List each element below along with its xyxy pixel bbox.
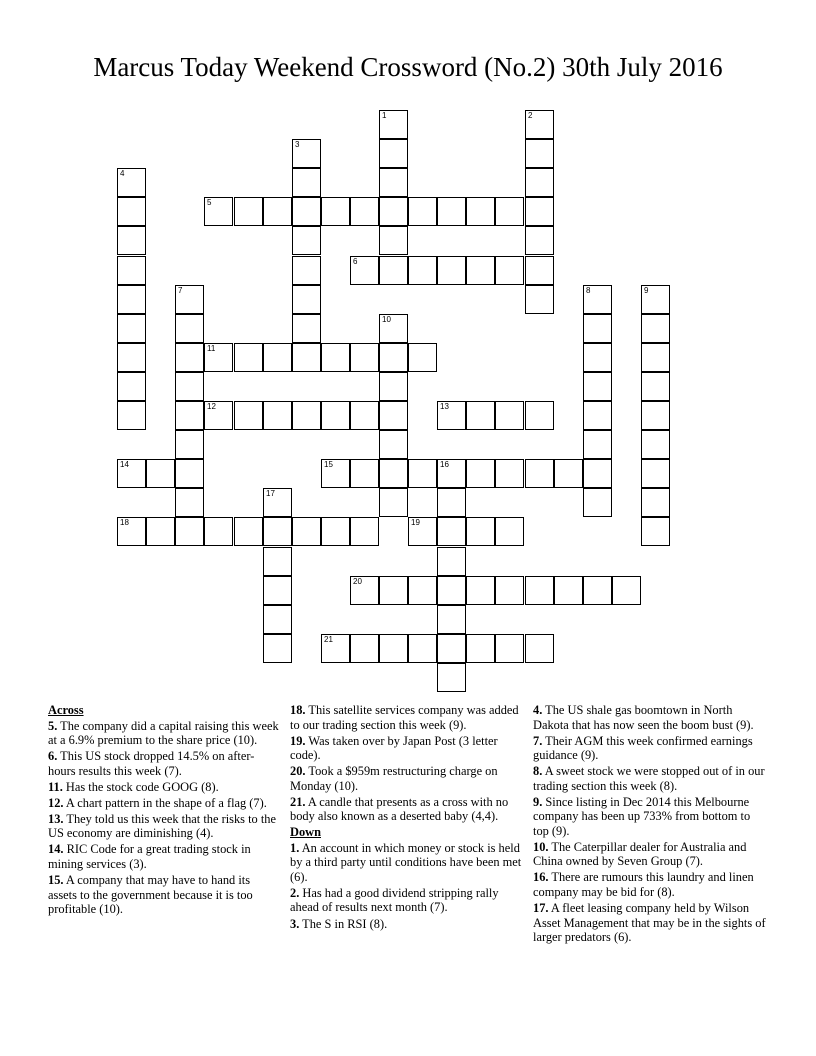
grid-cell[interactable]: [292, 256, 321, 285]
grid-cell[interactable]: [117, 226, 146, 255]
cell-number: 6: [353, 257, 358, 266]
grid-cell[interactable]: [117, 314, 146, 343]
grid-cell[interactable]: [466, 256, 495, 285]
grid-cell[interactable]: [379, 226, 408, 255]
clue-number: 16.: [533, 870, 549, 885]
clue-item: [533, 795, 769, 839]
grid-cell[interactable]: [292, 314, 321, 343]
grid-cell[interactable]: [437, 605, 466, 634]
clue-item: [290, 795, 528, 824]
grid-cell[interactable]: [525, 139, 554, 168]
grid-cell[interactable]: [408, 459, 437, 488]
clue-text: A chart pattern in the shape of a flag (7).: [65, 795, 267, 810]
grid-cell[interactable]: [204, 343, 233, 372]
grid-cell[interactable]: [117, 459, 146, 488]
grid-cell[interactable]: [292, 139, 321, 168]
clue-item: [48, 780, 280, 795]
grid-cell[interactable]: [350, 634, 379, 663]
grid-cell[interactable]: [379, 168, 408, 197]
cell-number: 9: [644, 286, 649, 295]
clue-text: This US stock dropped 14.5% on after-hours results this week (7).: [48, 749, 255, 778]
clue-text: There are rumours this laundry and linen company may be bid for (8).: [533, 870, 754, 899]
grid-cell[interactable]: [408, 576, 437, 605]
clue-number: 2.: [290, 885, 300, 900]
grid-cell[interactable]: [466, 401, 495, 430]
grid-cell[interactable]: [379, 372, 408, 401]
clue-item: [48, 719, 280, 748]
grid-cell[interactable]: [292, 343, 321, 372]
clue-text: A candle that presents as a cross with no body also known as a deserted baby (4,4).: [290, 794, 509, 824]
clue-number: 21.: [290, 794, 306, 809]
clue-number: 20.: [290, 764, 306, 779]
clue-item: [290, 734, 528, 763]
grid-cell[interactable]: [350, 256, 379, 285]
grid-cell[interactable]: [583, 401, 612, 430]
clue-item: [48, 749, 280, 778]
grid-cell[interactable]: [612, 576, 641, 605]
cell-number: 2: [528, 111, 533, 120]
grid-cell[interactable]: [379, 314, 408, 343]
grid-cell[interactable]: [437, 634, 466, 663]
cell-number: 8: [586, 286, 591, 295]
grid-cell[interactable]: [263, 576, 292, 605]
clue-text: The company did a capital raising this week at a 6.9% premium to the share price (10).: [48, 718, 279, 747]
grid-cell[interactable]: [408, 634, 437, 663]
grid-cell[interactable]: [175, 401, 204, 430]
clue-number: 4.: [533, 703, 543, 717]
grid-cell[interactable]: [466, 576, 495, 605]
grid-cell[interactable]: [175, 314, 204, 343]
grid-cell[interactable]: [437, 576, 466, 605]
grid-cell[interactable]: [350, 459, 379, 488]
grid-cell[interactable]: [583, 314, 612, 343]
clue-text: They told us this week that the risks to the US economy are diminishing (4).: [48, 811, 276, 841]
clue-item: [533, 840, 769, 869]
cell-number: 19: [411, 518, 420, 527]
clue-number: 8.: [533, 764, 543, 779]
clue-text: RIC Code for a great trading stock in mining services (3).: [48, 842, 251, 871]
clue-text: An account in which money or stock is held by a third party until conditions have been met (6).: [290, 840, 522, 884]
clue-number: 1.: [290, 840, 300, 855]
cell-number: 13: [440, 402, 449, 411]
grid-cell[interactable]: [117, 517, 146, 546]
grid-cell[interactable]: [408, 343, 437, 372]
cell-number: 11: [207, 344, 216, 353]
grid-cell[interactable]: [146, 517, 175, 546]
grid-cell[interactable]: [525, 197, 554, 226]
clue-item: [290, 764, 528, 793]
grid-cell[interactable]: [379, 401, 408, 430]
grid-cell[interactable]: [117, 372, 146, 401]
grid-cell[interactable]: [437, 256, 466, 285]
grid-cell[interactable]: [641, 314, 670, 343]
grid-cell[interactable]: [583, 372, 612, 401]
grid-cell[interactable]: [466, 634, 495, 663]
grid-cell[interactable]: [234, 343, 263, 372]
cell-number: 12: [207, 402, 216, 411]
grid-cell[interactable]: [437, 401, 466, 430]
grid-cell[interactable]: [466, 459, 495, 488]
clue-text: Was taken over by Japan Post (3 letter code).: [290, 733, 498, 763]
grid-cell[interactable]: [292, 285, 321, 314]
clues-column-2: [290, 703, 528, 933]
clue-number: 5.: [48, 718, 58, 733]
grid-cell[interactable]: [408, 197, 437, 226]
grid-cell[interactable]: [641, 343, 670, 372]
grid-cell[interactable]: [175, 430, 204, 459]
clue-text: Their AGM this week confirmed earnings guidance (9).: [533, 733, 753, 763]
grid-cell[interactable]: [321, 459, 350, 488]
grid-cell[interactable]: [641, 430, 670, 459]
grid-cell[interactable]: [175, 372, 204, 401]
clue-text: The US shale gas boomtown in North Dakota that has now seen the boom bust (9).: [533, 703, 754, 732]
grid-cell[interactable]: [525, 634, 554, 663]
grid-cell[interactable]: [234, 517, 263, 546]
grid-cell[interactable]: [641, 285, 670, 314]
clue-text: A company that may have to hand its assets to the government because it is too profitable (10).: [48, 873, 253, 917]
grid-cell[interactable]: [525, 256, 554, 285]
grid-cell[interactable]: [437, 488, 466, 517]
grid-cell[interactable]: [525, 459, 554, 488]
clue-number: 17.: [533, 901, 549, 916]
grid-cell[interactable]: [466, 197, 495, 226]
grid-cell[interactable]: [525, 285, 554, 314]
grid-cell[interactable]: [204, 197, 233, 226]
clue-text: The S in RSI (8).: [302, 916, 388, 931]
cell-number: 5: [207, 198, 212, 207]
clue-item: [290, 841, 528, 885]
grid-cell[interactable]: [292, 401, 321, 430]
cell-number: 16: [440, 460, 449, 469]
grid-cell[interactable]: [408, 256, 437, 285]
grid-cell[interactable]: [641, 459, 670, 488]
grid-cell[interactable]: [641, 488, 670, 517]
cell-number: 7: [178, 286, 183, 295]
grid-cell[interactable]: [263, 401, 292, 430]
grid-cell[interactable]: [495, 459, 524, 488]
grid-cell[interactable]: [117, 197, 146, 226]
grid-cell[interactable]: [350, 197, 379, 226]
grid-cell[interactable]: [495, 401, 524, 430]
cell-number: 4: [120, 169, 125, 178]
clue-item: [533, 901, 769, 945]
clue-item: [533, 703, 769, 732]
clue-number: 19.: [290, 733, 306, 748]
grid-cell[interactable]: [263, 488, 292, 517]
grid-cell[interactable]: [263, 547, 292, 576]
grid-cell[interactable]: [495, 256, 524, 285]
cell-number: 1: [382, 111, 387, 120]
clues-column-3: [533, 703, 769, 946]
grid-cell[interactable]: [554, 576, 583, 605]
clue-number: 14.: [48, 842, 64, 857]
grid-cell[interactable]: [495, 576, 524, 605]
clue-text: Has had a good dividend stripping rally ahead of results next month (7).: [290, 885, 499, 915]
grid-cell[interactable]: [204, 401, 233, 430]
clue-item: [290, 703, 528, 732]
grid-cell[interactable]: [204, 517, 233, 546]
grid-cell[interactable]: [117, 401, 146, 430]
grid-cell[interactable]: [525, 110, 554, 139]
grid-cell[interactable]: [175, 517, 204, 546]
clue-number: 6.: [48, 749, 58, 764]
grid-cell[interactable]: [263, 605, 292, 634]
clue-text: Has the stock code GOOG (8).: [65, 779, 219, 794]
clue-item: [533, 870, 769, 899]
clue-text: The Caterpillar dealer for Australia and China owned by Seven Group (7).: [533, 839, 747, 869]
clue-text: Took a $959m restructuring charge on Monday (10).: [290, 764, 498, 793]
grid-cell[interactable]: [437, 663, 466, 692]
grid-cell[interactable]: [234, 197, 263, 226]
grid-cell[interactable]: [583, 343, 612, 372]
clue-item: [290, 917, 528, 932]
grid-cell[interactable]: [117, 256, 146, 285]
grid-cell[interactable]: [495, 517, 524, 546]
grid-cell[interactable]: [234, 401, 263, 430]
grid-cell[interactable]: [466, 517, 495, 546]
grid-cell[interactable]: [350, 343, 379, 372]
grid-cell[interactable]: [379, 634, 408, 663]
down-heading: Down: [290, 825, 321, 840]
grid-cell[interactable]: [641, 517, 670, 546]
grid-cell[interactable]: [379, 110, 408, 139]
grid-cell[interactable]: [263, 197, 292, 226]
clue-text: A fleet leasing company held by Wilson Asset Management that may be in the sights of larger predators (6).: [533, 901, 766, 945]
grid-cell[interactable]: [292, 197, 321, 226]
grid-cell[interactable]: [175, 488, 204, 517]
cell-number: 17: [266, 489, 275, 498]
cell-number: 18: [120, 518, 129, 527]
grid-cell[interactable]: [117, 168, 146, 197]
grid-cell[interactable]: [175, 285, 204, 314]
clue-item: [48, 842, 280, 871]
grid-cell[interactable]: [350, 517, 379, 546]
clue-number: 7.: [533, 733, 543, 748]
grid-cell[interactable]: [583, 576, 612, 605]
grid-cell[interactable]: [117, 285, 146, 314]
clue-item: [533, 764, 769, 793]
grid-cell[interactable]: [379, 459, 408, 488]
grid-cell[interactable]: [350, 401, 379, 430]
grid-cell[interactable]: [292, 517, 321, 546]
clue-item: [48, 812, 280, 841]
clue-number: 3.: [290, 916, 300, 931]
clue-number: 12.: [48, 795, 64, 810]
cell-number: 3: [295, 140, 300, 149]
grid-cell[interactable]: [437, 197, 466, 226]
grid-cell[interactable]: [321, 343, 350, 372]
clue-text: A sweet stock we were stopped out of in our trading section this week (8).: [533, 764, 765, 793]
cell-number: 21: [324, 635, 333, 644]
grid-cell[interactable]: [437, 517, 466, 546]
grid-cell[interactable]: [495, 197, 524, 226]
grid-cell[interactable]: [175, 343, 204, 372]
cell-number: 10: [382, 315, 391, 324]
clues-column-1: [48, 703, 280, 918]
clue-item: [48, 873, 280, 917]
grid-cell[interactable]: [437, 459, 466, 488]
grid-cell[interactable]: [379, 197, 408, 226]
grid-cell[interactable]: [525, 576, 554, 605]
grid-cell[interactable]: [641, 372, 670, 401]
grid-cell[interactable]: [321, 634, 350, 663]
clue-text: Since listing in Dec 2014 this Melbourne company has been up 733% from bottom to top (9).: [533, 794, 751, 838]
clue-item: [533, 734, 769, 763]
page-title: Marcus Today Weekend Crossword (No.2) 30th July 2016: [93, 52, 723, 82]
grid-cell[interactable]: [583, 459, 612, 488]
grid-cell[interactable]: [583, 488, 612, 517]
grid-cell[interactable]: [175, 459, 204, 488]
clue-item: [290, 886, 528, 915]
grid-cell[interactable]: [525, 401, 554, 430]
grid-cell[interactable]: [117, 343, 146, 372]
grid-cell[interactable]: [321, 401, 350, 430]
grid-cell[interactable]: [379, 488, 408, 517]
grid-cell[interactable]: [408, 517, 437, 546]
grid-cell[interactable]: [641, 401, 670, 430]
grid-cell[interactable]: [495, 634, 524, 663]
grid-cell[interactable]: [350, 576, 379, 605]
clue-number: 15.: [48, 873, 64, 888]
grid-cell[interactable]: [379, 576, 408, 605]
grid-cell[interactable]: [263, 634, 292, 663]
cell-number: 20: [353, 577, 362, 586]
grid-cell[interactable]: [437, 547, 466, 576]
clue-number: 9.: [533, 794, 543, 809]
grid-cell[interactable]: [379, 139, 408, 168]
grid-cell[interactable]: [263, 517, 292, 546]
grid-cell[interactable]: [292, 226, 321, 255]
clue-item: [48, 796, 280, 811]
grid-cell[interactable]: [292, 168, 321, 197]
grid-cell[interactable]: [321, 197, 350, 226]
clue-number: 11.: [48, 779, 63, 794]
grid-cell[interactable]: [379, 343, 408, 372]
grid-cell[interactable]: [379, 256, 408, 285]
grid-cell[interactable]: [554, 459, 583, 488]
grid-cell[interactable]: [263, 343, 292, 372]
across-heading: Across: [48, 703, 84, 717]
cell-number: 15: [324, 460, 333, 469]
grid-cell[interactable]: [321, 517, 350, 546]
cell-number: 14: [120, 460, 129, 469]
clue-number: 18.: [290, 703, 306, 717]
grid-cell[interactable]: [583, 285, 612, 314]
clue-text: This satellite services company was added to our trading section this week (9).: [290, 703, 519, 732]
clue-number: 13.: [48, 811, 64, 826]
grid-cell[interactable]: [146, 459, 175, 488]
grid-cell[interactable]: [525, 226, 554, 255]
grid-cell[interactable]: [525, 168, 554, 197]
grid-cell[interactable]: [583, 430, 612, 459]
clue-number: 10.: [533, 839, 549, 854]
grid-cell[interactable]: [379, 430, 408, 459]
